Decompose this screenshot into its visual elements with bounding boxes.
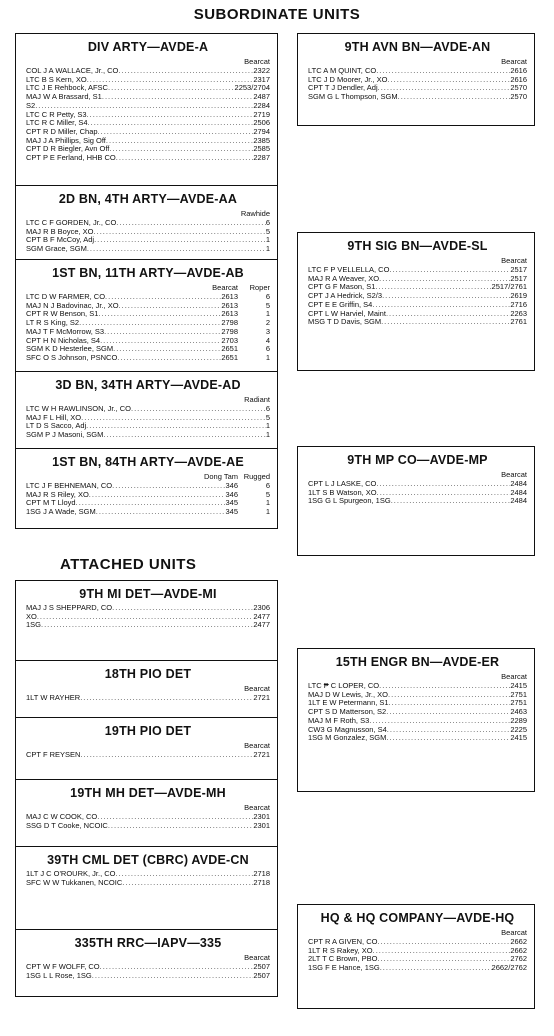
phone-extension: 2517 — [510, 265, 527, 274]
unit-title: 19TH PIO DET — [104, 724, 192, 738]
personnel-row — [26, 245, 270, 254]
leader-dots — [100, 337, 221, 346]
leader-dots — [372, 301, 510, 310]
phone-extension: 6 — [265, 292, 270, 301]
phone-extension: 345 — [225, 507, 238, 517]
leader-dots — [92, 972, 254, 981]
leader-dots — [87, 76, 254, 85]
unit-box-9th-avn-bn-avde-an — [297, 33, 535, 126]
personnel-name: 1SG L L Rose, 1SG — [26, 970, 92, 980]
phone-extension: 5 — [265, 226, 270, 236]
column-header: Bearcat — [501, 928, 527, 937]
phone-extension: 2253/2704 — [234, 83, 270, 93]
leader-dots — [376, 67, 510, 76]
phone-extension: 2507 — [253, 970, 270, 980]
unit-box-19th-pio-det — [15, 718, 278, 780]
personnel-row — [26, 621, 270, 630]
leader-dots — [87, 245, 266, 254]
phone-extension: 1 — [265, 430, 270, 440]
leader-dots — [98, 128, 254, 137]
phone-extension: 1 — [265, 352, 270, 362]
phone-extension: 2463 — [510, 707, 527, 717]
leader-dots — [86, 422, 266, 431]
leader-dots — [104, 328, 221, 337]
phone-extension: 6 — [265, 404, 270, 413]
leader-dots — [398, 93, 511, 102]
personnel-name: MAJ J A Phillips, Sig Off — [26, 135, 106, 145]
leader-dots — [87, 111, 254, 120]
phone-extension: 2487 — [253, 92, 270, 102]
column-header: Bearcat — [501, 57, 527, 66]
phone-extension: 2751 — [510, 698, 527, 708]
phone-extension: 2751 — [510, 689, 527, 699]
phone-extension: 345 — [225, 498, 238, 508]
phone-extension: 2284 — [253, 100, 270, 110]
personnel-name: SGM Grace, SGM — [26, 244, 87, 254]
column-header: Bearcat — [244, 741, 270, 750]
phone-extension: 2719 — [253, 109, 270, 119]
phone-extension: 2570 — [510, 92, 527, 102]
unit-box-2d-bn-4th-arty-avde-aa — [15, 186, 278, 260]
unit-title: 9TH MP CO—AVDE-MP — [347, 453, 488, 467]
phone-extension: 2798 — [221, 318, 238, 328]
phone-extension: 1 — [265, 244, 270, 254]
personnel-row — [26, 879, 270, 888]
personnel-name: S2 — [26, 100, 36, 110]
personnel-row — [308, 318, 527, 327]
phone-extension: 2613 — [221, 300, 238, 310]
personnel-name: LTC ₱ C LOPER, CO — [308, 681, 380, 690]
personnel-name: CPT R W Benson, S1 — [26, 309, 99, 319]
personnel-row — [26, 154, 270, 163]
unit-box-div-arty-avde-a — [15, 33, 278, 186]
personnel-name: CPT S D Matterson, S2 — [308, 707, 387, 717]
leader-dots — [37, 613, 253, 622]
leader-dots — [377, 955, 510, 964]
phone-extension: 2289 — [510, 715, 527, 725]
phone-extension: 5 — [265, 300, 270, 310]
leader-dots — [105, 293, 221, 302]
phone-extension: 1 — [265, 507, 270, 517]
unit-title: 15TH ENGR BN—AVDE-ER — [335, 655, 500, 669]
phone-extension: 2761 — [510, 317, 527, 327]
personnel-name: 1LT W RAYHER — [26, 693, 81, 702]
unit-title: 18TH PIO DET — [104, 667, 192, 681]
personnel-name: MAJ M F Roth, S3 — [308, 715, 370, 725]
phone-extension: 2507 — [253, 962, 270, 971]
unit-box-3d-bn-34th-arty-avde-ad — [15, 372, 278, 449]
phone-extension: 346 — [225, 481, 238, 490]
leader-dots — [112, 604, 253, 613]
leader-dots — [41, 621, 253, 630]
phone-extension: 1 — [265, 309, 270, 319]
leader-dots — [116, 219, 266, 228]
personnel-row — [26, 354, 270, 363]
leader-dots — [88, 119, 254, 128]
personnel-row — [26, 694, 270, 703]
leader-dots — [100, 963, 254, 972]
phone-extension: 6 — [265, 218, 270, 227]
subordinate-units-heading: SUBORDINATE UNITS — [193, 6, 361, 23]
phone-extension: 2794 — [253, 126, 270, 136]
unit-box-19th-mh-det-avde-mh — [15, 780, 278, 847]
personnel-name: 2LT T C Brown, PBO — [308, 954, 378, 964]
phone-extension: 2716 — [510, 299, 527, 309]
column-header: Bearcat — [244, 803, 270, 812]
phone-extension: 6 — [265, 481, 270, 490]
phone-extension: 2477 — [253, 620, 270, 630]
phone-extension: 2385 — [253, 135, 270, 145]
unit-box-9th-mi-det-avde-mi — [15, 580, 278, 661]
phone-extension: 2798 — [221, 326, 238, 336]
phone-extension: 2287 — [253, 153, 270, 163]
phone-extension: 2651 — [221, 352, 238, 362]
leader-dots — [112, 482, 225, 491]
leader-dots — [369, 717, 510, 726]
personnel-row — [26, 508, 270, 517]
personnel-name: CPT L J LASKE, CO — [308, 479, 377, 488]
unit-title: 9TH SIG BN—AVDE-SL — [347, 239, 488, 253]
phone-extension: 2619 — [510, 291, 527, 301]
phone-extension: 2718 — [253, 877, 270, 887]
leader-dots — [387, 76, 510, 85]
phone-extension: 346 — [225, 489, 238, 499]
phone-extension: 2484 — [510, 479, 527, 488]
personnel-row — [308, 93, 527, 102]
unit-title: 19TH MH DET—AVDE-MH — [70, 786, 226, 800]
leader-dots — [386, 708, 510, 717]
phone-extension: 2662 — [510, 945, 527, 955]
personnel-name: CPT F REYSEN — [26, 750, 81, 759]
phone-extension: 2721 — [253, 693, 270, 702]
unit-title: 1ST BN, 84TH ARTY—AVDE-AE — [52, 455, 244, 469]
column-header: Dong Tam — [203, 472, 238, 481]
unit-title: DIV ARTY—AVDE-A — [87, 40, 209, 54]
personnel-name: CPT M T Lloyd — [26, 498, 76, 508]
leader-dots — [375, 283, 491, 292]
phone-extension: 2662/2762 — [491, 963, 527, 973]
personnel-name: LTC J F BEHNEMAN, CO — [26, 481, 113, 490]
personnel-row — [26, 751, 270, 760]
personnel-name: 1SG J A Wade, SGM — [26, 507, 96, 517]
phone-extension: 2225 — [510, 724, 527, 734]
personnel-row — [26, 822, 270, 831]
personnel-name: CPT G F Mason, S1 — [308, 282, 376, 292]
personnel-name: CW3 G Magnusson, S4 — [308, 724, 387, 734]
leader-dots — [98, 310, 221, 319]
column-header: Bearcat — [501, 672, 527, 681]
column-header: Bearcat — [501, 256, 527, 265]
personnel-name: MAJ W A Brassard, S1 — [26, 92, 102, 102]
personnel-name: MAJ F L Hill, XO — [26, 412, 82, 422]
phone-extension: 2585 — [253, 144, 270, 154]
phone-extension: 3 — [265, 326, 270, 336]
personnel-name: LT D S Sacco, Adj — [26, 421, 87, 431]
leader-dots — [113, 345, 221, 354]
personnel-name: CPT R A GIVEN, CO — [308, 937, 378, 946]
personnel-row — [26, 604, 270, 613]
leader-dots — [388, 691, 510, 700]
personnel-name: CPT L W Harviel, Maint — [308, 308, 386, 318]
phone-extension: 2718 — [253, 869, 270, 878]
unit-title: 3D BN, 34TH ARTY—AVDE-AD — [55, 378, 241, 392]
leader-dots — [131, 405, 266, 414]
phone-extension: 2415 — [510, 681, 527, 690]
phone-extension: 6 — [265, 344, 270, 354]
leader-dots — [382, 292, 510, 301]
phone-extension: 2517/2761 — [491, 282, 527, 292]
personnel-name: XO — [26, 611, 37, 621]
phone-extension: 2506 — [253, 118, 270, 128]
leader-dots — [122, 879, 253, 888]
personnel-name: 1LT J C O'ROURK, Jr., CO — [26, 869, 116, 878]
leader-dots — [389, 699, 511, 708]
personnel-name: CPT T J Dendler, Adj — [308, 83, 378, 93]
personnel-name: CPT D R Biegler, Avn Off — [26, 144, 110, 154]
personnel-name: SFC W W Tukkanen, NCOIC — [26, 877, 123, 887]
leader-dots — [386, 734, 510, 743]
phone-extension: 2517 — [510, 273, 527, 283]
unit-box-hq-hq-company-avde-hq — [297, 904, 535, 1009]
unit-box-1st-bn-11th-arty-avde-ab — [15, 260, 278, 372]
personnel-name: 1SG G L Spurgeon, 1SG — [308, 496, 391, 506]
personnel-row — [308, 964, 527, 973]
personnel-name: CPT B F McCoy, Adj — [26, 235, 95, 245]
leader-dots — [389, 266, 510, 275]
unit-title: 335TH RRC—IAPV—335 — [74, 936, 222, 950]
personnel-row — [26, 972, 270, 981]
personnel-row — [26, 613, 270, 622]
column-header: Roper — [249, 283, 270, 292]
personnel-name: MAJ J S SHEPPARD, CO — [26, 603, 113, 612]
unit-box-9th-sig-bn-avde-sl — [297, 232, 535, 371]
phone-extension: 2484 — [510, 487, 527, 497]
column-header: Bearcat — [244, 57, 270, 66]
unit-title: 9TH AVN BN—AVDE-AN — [344, 40, 491, 54]
personnel-name: MAJ R S Riley, XO — [26, 489, 89, 499]
unit-box-1st-bn-84th-arty-avde-ae — [15, 449, 278, 529]
personnel-name: 1SG F E Hance, 1SG — [308, 963, 380, 973]
phone-extension: 2613 — [221, 292, 238, 301]
phone-extension: 2301 — [253, 812, 270, 821]
phone-extension: 2415 — [510, 733, 527, 743]
personnel-name: SFC O S Johnson, PSNCO — [26, 352, 118, 362]
personnel-name: LTC C F GORDEN, Jr., CO — [26, 218, 117, 227]
unit-box-335th-rrc-iapv-335 — [15, 930, 278, 997]
phone-extension: 1 — [265, 235, 270, 245]
leader-dots — [116, 870, 254, 879]
column-header: Bearcat — [244, 684, 270, 693]
personnel-name: LTC J E Rehbock, AFSC — [26, 83, 108, 93]
personnel-name: SGM P J Masoni, SGM — [26, 430, 104, 440]
personnel-name: CPT P E Ferland, HHB CO — [26, 153, 116, 163]
personnel-name: CPT H N Nicholas, S4 — [26, 335, 101, 345]
personnel-name: LTC D W FARMER, CO — [26, 292, 106, 301]
leader-dots — [387, 726, 511, 735]
personnel-name: LTC J D Moorer, Jr., XO — [308, 74, 388, 84]
leader-dots — [106, 137, 253, 146]
personnel-name: 1SG M Gonzalez, SGM — [308, 733, 387, 743]
phone-extension: 2263 — [510, 308, 527, 318]
phone-extension: 2306 — [253, 603, 270, 612]
leader-dots — [380, 964, 492, 973]
personnel-name: LT R S King, S2 — [26, 318, 80, 328]
leader-dots — [377, 489, 511, 498]
column-header: Bearcat — [244, 953, 270, 962]
personnel-name: 1LT E W Petermann, S1 — [308, 698, 389, 708]
leader-dots — [377, 938, 510, 947]
attached-units-heading: ATTACHED UNITS — [60, 556, 197, 573]
phone-extension: 1 — [265, 498, 270, 508]
unit-title: 9TH MI DET—AVDE-MI — [79, 587, 217, 601]
personnel-row — [308, 734, 527, 743]
personnel-name: LTC F P VELLELLA, CO — [308, 265, 390, 274]
leader-dots — [109, 145, 253, 154]
personnel-name: LTC R C Miller, S4 — [26, 118, 88, 128]
phone-extension: 2616 — [510, 74, 527, 84]
leader-dots — [96, 508, 226, 517]
personnel-name: CPT W F WOLFF, CO — [26, 962, 100, 971]
leader-dots — [116, 154, 254, 163]
leader-dots — [76, 499, 226, 508]
leader-dots — [119, 302, 222, 311]
phone-extension: 4 — [265, 335, 270, 345]
column-header: Radiant — [244, 395, 270, 404]
leader-dots — [117, 354, 221, 363]
leader-dots — [376, 480, 510, 489]
personnel-row — [308, 497, 527, 506]
phone-extension: 2317 — [253, 74, 270, 84]
phone-extension: 2762 — [510, 954, 527, 964]
unit-title: HQ & HQ COMPANY—AVDE-HQ — [320, 911, 515, 925]
personnel-name: MSG T D Davis, SGM — [308, 317, 382, 327]
leader-dots — [118, 67, 253, 76]
personnel-name: MAJ D W Lewis, Jr., XO — [308, 689, 389, 699]
phone-extension: 5 — [265, 412, 270, 422]
phone-extension: 5 — [265, 489, 270, 499]
phone-extension: 2322 — [253, 66, 270, 75]
personnel-name: MAJ R A Weaver, XO — [308, 273, 380, 283]
phone-extension: 2662 — [510, 937, 527, 946]
personnel-name: SGM K D Hesterlee, SGM — [26, 344, 114, 354]
unit-title: 39TH CML DET (CBRC) AVDE-CN — [47, 853, 249, 867]
leader-dots — [81, 414, 266, 423]
unit-box-18th-pio-det — [15, 661, 278, 718]
personnel-name: LTC A M QUINT, CO — [308, 66, 377, 75]
personnel-name: 1LT R S Rakey, XO — [308, 945, 373, 955]
leader-dots — [94, 228, 266, 237]
leader-dots — [108, 84, 235, 93]
personnel-name: MAJ N J Badovinac, Jr., XO — [26, 300, 119, 310]
personnel-name: MAJ C W COOK, CO — [26, 812, 98, 821]
leader-dots — [103, 431, 265, 440]
leader-dots — [97, 813, 253, 822]
leader-dots — [391, 497, 511, 506]
leader-dots — [80, 751, 253, 760]
personnel-name: MAJ R B Boyce, XO — [26, 226, 94, 236]
leader-dots — [379, 682, 510, 691]
phone-extension: 2301 — [253, 820, 270, 830]
leader-dots — [108, 822, 253, 831]
leader-dots — [94, 236, 266, 245]
leader-dots — [373, 947, 511, 956]
leader-dots — [102, 93, 253, 102]
phone-extension: 2651 — [221, 344, 238, 354]
column-header: Bearcat — [501, 470, 527, 479]
personnel-name: CPT J A Hedrick, S2/3 — [308, 291, 383, 301]
personnel-name: MAJ T F McMorrow, S3 — [26, 326, 105, 336]
phone-extension: 2721 — [253, 750, 270, 759]
phone-extension: 2 — [265, 318, 270, 328]
phone-extension: 2477 — [253, 611, 270, 621]
leader-dots — [381, 318, 510, 327]
personnel-name: SGM G L Thompson, SGM — [308, 92, 398, 102]
phone-extension: 2570 — [510, 83, 527, 93]
unit-box-9th-mp-co-avde-mp — [297, 446, 535, 556]
leader-dots — [379, 275, 510, 284]
column-header: Rugged — [243, 472, 270, 481]
leader-dots — [89, 491, 226, 500]
leader-dots — [80, 694, 253, 703]
personnel-name: CPT E E Griffin, S4 — [308, 299, 373, 309]
personnel-name: LTC W H RAWLINSON, Jr., CO — [26, 404, 132, 413]
unit-box-15th-engr-bn-avde-er — [297, 648, 535, 792]
personnel-name: LTC C R Petty, S3 — [26, 109, 87, 119]
phone-extension: 2484 — [510, 496, 527, 506]
column-header: Rawhide — [240, 209, 270, 218]
personnel-row — [26, 431, 270, 440]
leader-dots — [386, 310, 510, 319]
personnel-name: COL J A WALLACE, Jr., CO — [26, 66, 119, 75]
phone-extension: 2616 — [510, 66, 527, 75]
personnel-name: LTC B S Kern, XO — [26, 74, 87, 84]
phone-extension: 2613 — [221, 309, 238, 319]
unit-box-39th-cml-det-cbrc-avde-cn — [15, 847, 278, 930]
phone-extension: 1 — [265, 421, 270, 431]
personnel-name: CPT R D Miller, Chap — [26, 126, 98, 136]
personnel-row — [26, 93, 270, 102]
phone-extension: 2703 — [221, 335, 238, 345]
unit-title: 1ST BN, 11TH ARTY—AVDE-AB — [52, 266, 244, 280]
column-header: Bearcat — [212, 283, 238, 292]
unit-title: 2D BN, 4TH ARTY—AVDE-AA — [58, 192, 238, 206]
personnel-name: 1LT S B Watson, XO — [308, 487, 377, 497]
personnel-name: 1SG — [26, 620, 42, 630]
personnel-name: SSG D T Cooke, NCOIC — [26, 820, 108, 830]
